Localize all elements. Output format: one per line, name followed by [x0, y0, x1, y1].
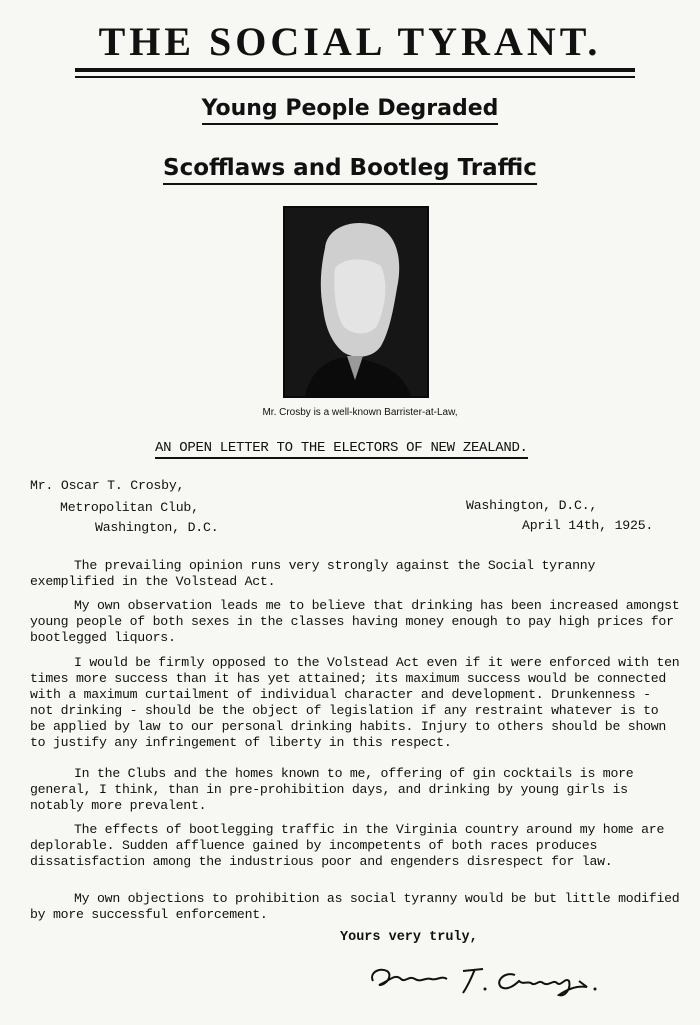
handwritten-signature	[365, 955, 605, 1000]
recipient-club: Metropolitan Club,	[60, 500, 199, 515]
letter-date: April 14th, 1925.	[522, 518, 654, 533]
masthead-rule-thick	[75, 68, 635, 72]
headline-scofflaws	[0, 155, 700, 181]
masthead-rule-thin	[75, 76, 635, 78]
headline-1-text: Young People Degraded	[202, 96, 499, 125]
paragraph-2: My own observation leads me to believe that drinking has been increased amongst young people of both sexes in the classes having money enough to pay high prices for bootlegged liquors.	[30, 598, 680, 645]
signature-image	[365, 955, 605, 1000]
headline-young-people	[0, 96, 700, 121]
portrait-photo	[283, 206, 429, 398]
photo-caption: Mr. Crosby is a well-known Barrister-at-Law,	[262, 407, 458, 418]
recipient-city: Washington, D.C.	[95, 520, 219, 535]
portrait-image	[285, 208, 427, 396]
headline-2-text: Scofflaws and Bootleg Traffic	[163, 155, 537, 185]
paragraph-6: My own objections to prohibition as social tyranny would be but little modified by more successful enforcement.	[30, 891, 680, 922]
paragraph-5: The effects of bootlegging traffic in the Virginia country around my home are deplorable. Sudden affluence gained by incompetents of both races produces dissatisfaction among the industrious poor and engenders disrespect for law.	[30, 822, 665, 869]
paragraph-3: I would be firmly opposed to the Volstead Act even if it were enforced with ten times more success than it has yet attained; its maximum success would be connected with a maximum curtailment of individual character and development. Drunkenness - not drinking - should be the object of legislation if any restraint whatever is to be applied by law to our personal drinking habits. Injury to others should be shown to justify any infringement of liberty in this respect.	[30, 655, 680, 750]
closing-salutation: Yours very truly,	[340, 930, 478, 945]
paragraph-4: In the Clubs and the homes known to me, offering of gin cocktails is more general, I think, than in pre-prohibition days, and drinking by young girls is notably more prevalent.	[30, 766, 634, 813]
sender-location: Washington, D.C.,	[466, 498, 598, 513]
paragraph-1: The prevailing opinion runs very strongly against the Social tyranny exemplified in the Volstead Act.	[30, 558, 596, 589]
masthead-title: THE SOCIAL TYRANT.	[98, 19, 602, 64]
recipient-name: Mr. Oscar T. Crosby,	[30, 478, 185, 493]
open-letter-heading: AN OPEN LETTER TO THE ELECTORS OF NEW ZEALAND.	[155, 440, 528, 459]
